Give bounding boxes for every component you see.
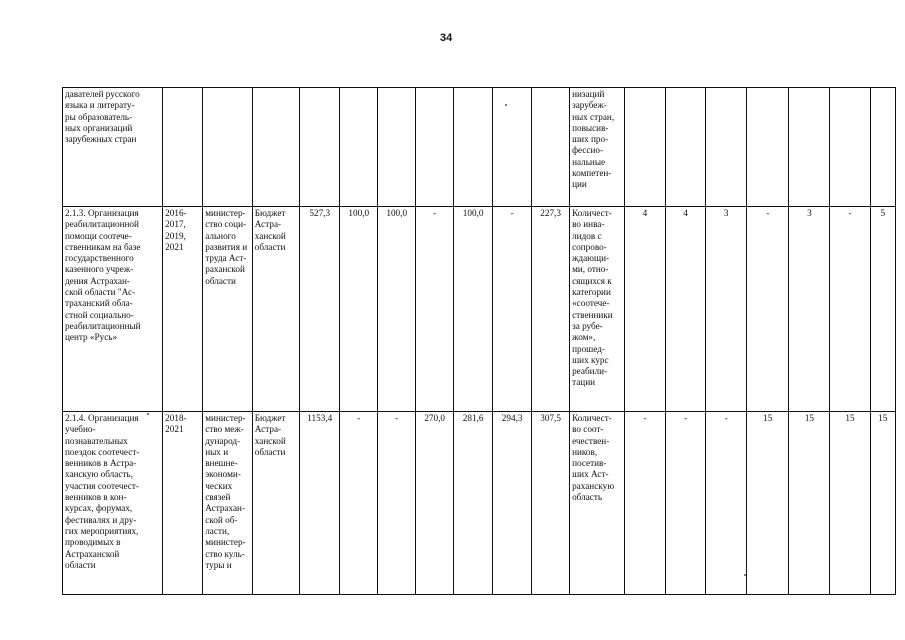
target-cell: - <box>666 412 706 595</box>
total-cell <box>300 88 340 207</box>
target-cell: 5 <box>870 207 895 412</box>
scan-speck <box>744 574 746 576</box>
executor-cell: министер- ство соци- ального развития и труда Аст- раханской области <box>203 207 253 412</box>
executor-cell: министер- ство меж- дународ- ных и внешне- экономи- ческих связей Астрахан- ской об- ласти, министер- ство куль- туры и <box>203 412 253 595</box>
activity-cell: давателей русского языка и литерату- ры образователь- ных организаций зарубежных стран <box>63 88 163 207</box>
target-cell: 3 <box>789 207 830 412</box>
target-cell: - <box>624 412 665 595</box>
page-number: 34 <box>440 32 453 44</box>
scan-speck <box>147 413 149 415</box>
value-cell: 100,0 <box>454 207 493 412</box>
indicator-cell: низаций зарубеж- ных стран, повысив- ших про- фессио- нальные компетен- ции <box>570 88 625 207</box>
value-cell <box>454 88 493 207</box>
target-cell: 4 <box>624 207 665 412</box>
value-cell: 100,0 <box>340 207 378 412</box>
executor-cell <box>203 88 253 207</box>
value-cell: - <box>493 207 532 412</box>
value-cell: 281,6 <box>454 412 493 595</box>
value-cell <box>493 88 532 207</box>
source-cell <box>252 88 299 207</box>
target-cell: 15 <box>830 412 870 595</box>
table-row <box>63 88 896 207</box>
value-cell <box>340 88 378 207</box>
source-cell: Бюджет Астра- ханской области <box>252 207 299 412</box>
value-cell <box>532 88 570 207</box>
value-cell: 294,3 <box>493 412 532 595</box>
value-cell: 270,0 <box>416 412 454 595</box>
target-cell: 15 <box>747 412 789 595</box>
scan-speck <box>505 104 507 106</box>
total-cell: 1153,4 <box>300 412 340 595</box>
years-cell: 2016- 2017, 2019, 2021 <box>163 207 203 412</box>
activity-cell: 2.1.4. Организация учебно- познавательных поездок соотечест- венников в Астра- ханскую область, участия соотечест- венников в кон- курсах, форумах, фестивалях и дру- гих мероприятиях, проводимых в Астраханской области <box>63 412 163 595</box>
value-cell: - <box>340 412 378 595</box>
value-cell <box>378 88 416 207</box>
total-cell: 527,3 <box>300 207 340 412</box>
value-cell: - <box>378 412 416 595</box>
value-cell: 307,5 <box>532 412 570 595</box>
target-cell <box>830 88 870 207</box>
target-cell <box>789 88 830 207</box>
target-cell: 4 <box>666 207 706 412</box>
target-cell: 15 <box>789 412 830 595</box>
target-cell <box>747 88 789 207</box>
indicator-cell: Количест- во соот- ечествен- ников, посетив- ших Аст- раханскую область <box>570 412 625 595</box>
program-table <box>62 87 896 595</box>
target-cell: 15 <box>870 412 895 595</box>
table-row <box>63 207 896 412</box>
value-cell: 227,3 <box>532 207 570 412</box>
target-cell: - <box>747 207 789 412</box>
indicator-cell: Количест- во инва- лидов с сопрово- ждающи- ми, отно- сящихся к категории «соотече- ственники за рубе- жом», прошед- ших курс реабили- тации <box>570 207 625 412</box>
target-cell <box>624 88 665 207</box>
target-cell: - <box>830 207 870 412</box>
target-cell: - <box>706 412 747 595</box>
years-cell <box>163 88 203 207</box>
target-cell <box>666 88 706 207</box>
target-cell: 3 <box>706 207 747 412</box>
target-cell <box>870 88 895 207</box>
value-cell <box>416 88 454 207</box>
target-cell <box>706 88 747 207</box>
value-cell: 100,0 <box>378 207 416 412</box>
table-row <box>63 412 896 595</box>
value-cell: - <box>416 207 454 412</box>
years-cell: 2018- 2021 <box>163 412 203 595</box>
activity-cell: 2.1.3. Организация реабилитационной помощи соотече- ственникам на базе государственного казенного учреж- дения Астрахан- ской области "Ас- траханский обла- стной социально- реабилитационный центр «Русь» <box>63 207 163 412</box>
source-cell: Бюджет Астра- ханской области <box>252 412 299 595</box>
